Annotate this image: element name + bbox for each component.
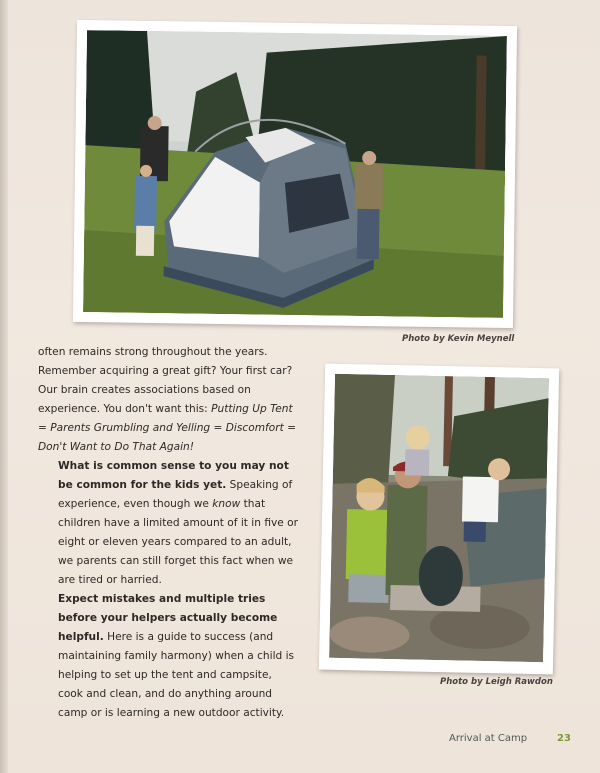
paragraph-text: Speaking of experience, even though we	[58, 479, 293, 510]
italic-equation: Putting Up Tent = Parents Grumbling and Yelling = Discomfort = Don't Want to Do That Again!	[38, 403, 296, 453]
bold-lead: Expect mistakes and multiple tries before your helpers actually become helpful.	[58, 593, 278, 643]
page-binding-edge	[0, 0, 8, 773]
paragraph-text: Here is a guide to success (and maintaining family harmony) when a child is helping to set up the tent and campsite, cook and clean, and do anything around camp or is learning a new outdoor activity.	[58, 631, 295, 719]
paragraph-text: that children have a limited amount of it in five or eight or eleven years compared to an adult, we parents can still forget this fact when we are tired or harried.	[58, 498, 298, 586]
photo-caption: Photo by Leigh Rawdon	[440, 677, 553, 687]
photo-kids-creek	[319, 364, 559, 675]
kids-creek-image	[329, 374, 549, 662]
paragraph	[38, 590, 300, 723]
article-body	[38, 343, 300, 723]
bold-lead: What is common sense to you may not be common for the kids yet.	[58, 460, 289, 491]
paragraph	[38, 343, 300, 457]
photo-tent-setup	[73, 20, 517, 328]
running-footer-title: Arrival at Camp	[449, 733, 528, 744]
paragraph	[38, 457, 300, 590]
italic-word: know	[212, 498, 241, 510]
paragraph-text: often remains strong throughout the years. Remember acquiring a great gift? Your first car? Our brain creates associations based on experience. You don't want this:	[38, 346, 293, 415]
photo-caption: Photo by Kevin Meynell	[402, 334, 515, 344]
tent-setup-image	[83, 30, 507, 318]
page-number: 23	[557, 733, 571, 744]
